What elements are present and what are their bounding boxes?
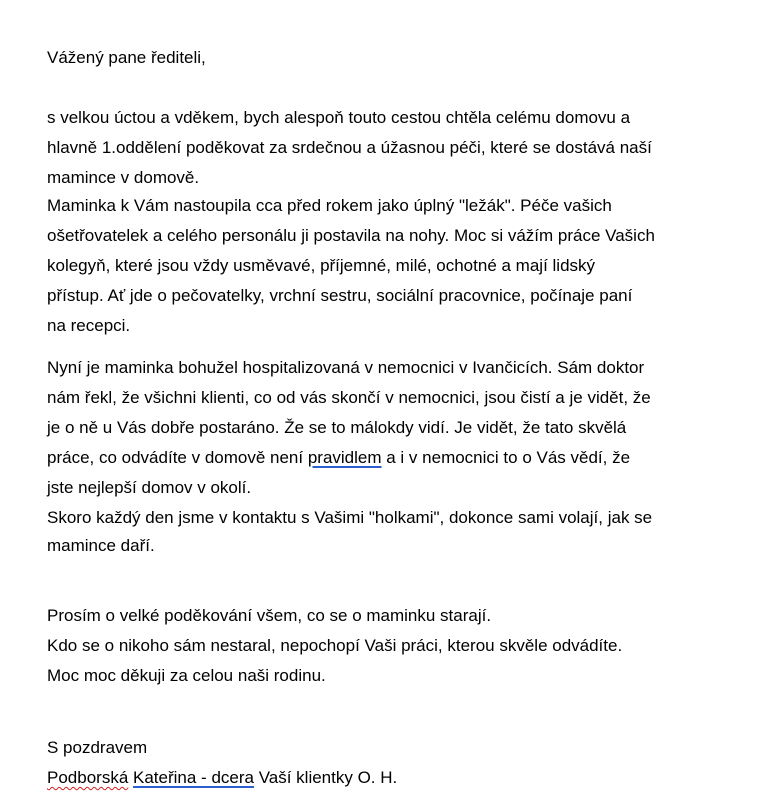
grammar-flagged-phrase[interactable]: Kateřina - dcera (133, 768, 254, 787)
signature (47, 767, 397, 789)
paragraph-line: mamince daří. (47, 536, 155, 555)
paragraph-line: hlavně 1.oddělení poděkovat za srdečnou a úžasnou péči, které se dostává naší (47, 138, 652, 157)
grammar-flagged-word[interactable]: pravidlem (307, 448, 382, 467)
paragraph-line: je o ně u Vás dobře postaráno. Že se to málokdy vidí. Je vidět, že tato skvělá (47, 418, 627, 437)
paragraph-line: s velkou úctou a vděkem, bych alespoň touto cestou chtěla celému domovu a (47, 108, 631, 127)
paragraph-line: ošetřovatelek a celého personálu ji postavila na nohy. Moc si vážím práce Vašich (47, 226, 655, 245)
paragraph-line: kolegyň, které jsou vždy usměvavé, příjemné, milé, ochotné a mají lidský (47, 256, 596, 275)
spelling-flagged-word[interactable]: Podborská (47, 768, 129, 787)
paragraph-line: jste nejlepší domov v okolí. (47, 478, 252, 497)
paragraph-line: Kdo se o nikoho sám nestaral, nepochopí Vaši práci, kterou skvěle odvádíte. (47, 636, 623, 655)
paragraph-line: Skoro každý den jsme v kontaktu s Vašimi "holkami", dokonce sami volají, jak se (47, 508, 653, 527)
text: a i v nemocnici to o Vás vědí, že (381, 448, 631, 467)
paragraph-line: Maminka k Vám nastoupila cca před rokem jako úplný "ležák". Péče vašich (47, 196, 612, 215)
text: Vaší klientky O. H. (253, 768, 398, 787)
paragraph-line: Moc moc děkuji za celou naši rodinu. (47, 666, 326, 685)
paragraph-line: nám řekl, že všichni klienti, co od vás skončí v nemocnici, jsou čistí a je vidět, že (47, 388, 651, 407)
paragraph-line: přístup. Ať jde o pečovatelky, vrchní sestru, sociální pracovnice, počínaje paní (47, 286, 633, 305)
text: práce, co odvádíte v domově není (47, 448, 308, 467)
closing: S pozdravem (47, 738, 148, 757)
greeting: Vážený pane řediteli, (47, 48, 206, 67)
paragraph-line (47, 447, 630, 469)
paragraph-line: Prosím o velké poděkování všem, co se o maminku starají. (47, 606, 492, 625)
paragraph-line: Nyní je maminka bohužel hospitalizovaná v nemocnici v Ivančicích. Sám doktor (47, 358, 645, 377)
paragraph-line: na recepci. (47, 316, 131, 335)
paragraph-line: mamince v domově. (47, 168, 200, 187)
